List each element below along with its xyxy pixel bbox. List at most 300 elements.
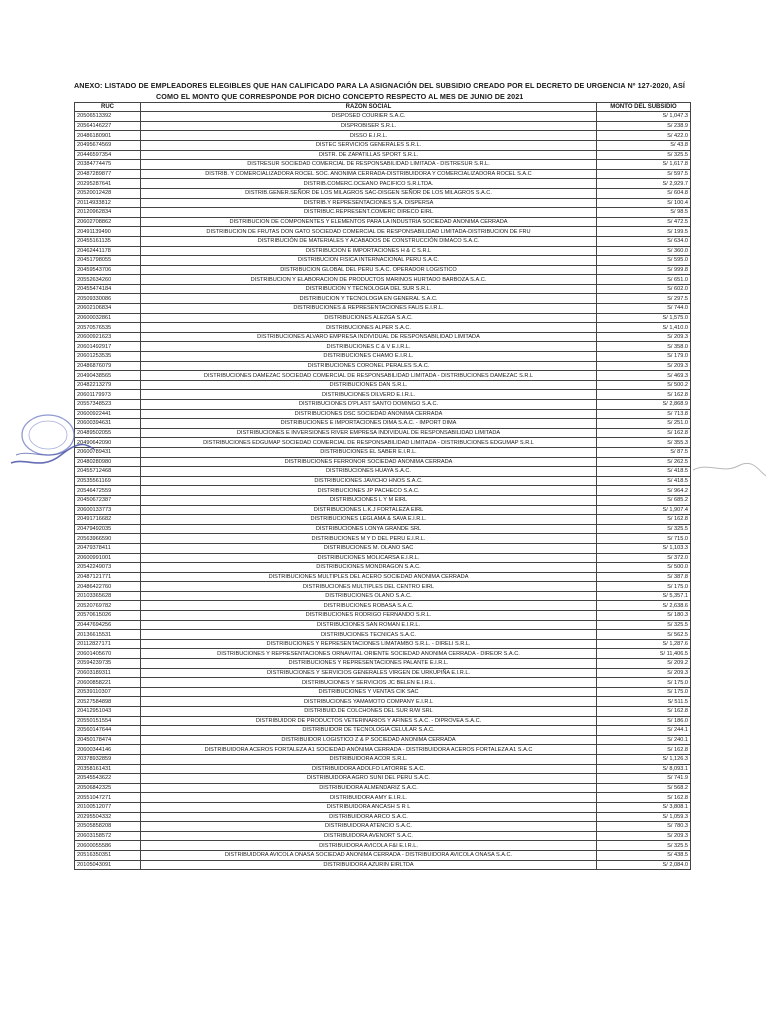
ruc-cell: 20563966590 <box>75 534 141 544</box>
ruc-cell: 20600055586 <box>75 841 141 851</box>
ruc-cell: 20455712468 <box>75 467 141 477</box>
monto-cell: S/ 100.4 <box>597 198 691 208</box>
ruc-cell: 20295287641 <box>75 179 141 189</box>
ruc-cell: 20600922441 <box>75 409 141 419</box>
table-row <box>75 735 691 745</box>
ruc-cell: 20603158572 <box>75 831 141 841</box>
razon-social-cell: DISTRIBUIDORA ACEROS FORTALEZA A1 SOCIEDAD ANÓNIMA CERRADA - DISTRIBUIDORA ACEROS FORTALEZA A1 S.A.C <box>141 745 597 755</box>
ruc-cell: 20594239735 <box>75 659 141 669</box>
razon-social-cell: DISTRIBUC.REPRESENT.COMERC DIRECO EIRL <box>141 208 597 218</box>
table-row <box>75 601 691 611</box>
table-row <box>75 294 691 304</box>
monto-cell: S/ 98.5 <box>597 208 691 218</box>
table-row <box>75 850 691 860</box>
ruc-cell: 20516350351 <box>75 850 141 860</box>
table-row <box>75 447 691 457</box>
table-row <box>75 236 691 246</box>
ruc-cell: 20489502055 <box>75 428 141 438</box>
razon-social-cell: DISTRIBUIDORA ALMENDARIZ S.A.C. <box>141 783 597 793</box>
razon-social-cell: DISTRIBUCIONES & REPRESENTACIONES FALIS E.I.R.L. <box>141 304 597 314</box>
razon-social-cell: DISTRIBUCIONES MULTIPLES DEL CENTRO EIRL <box>141 582 597 592</box>
monto-cell: S/ 685.2 <box>597 495 691 505</box>
table-row <box>75 246 691 256</box>
table-row <box>75 217 691 227</box>
table-row <box>75 668 691 678</box>
razon-social-cell: DISTRIBUIDORA AVENORT S.A.C. <box>141 831 597 841</box>
ruc-cell: 20506513392 <box>75 112 141 122</box>
monto-cell: S/ 741.9 <box>597 774 691 784</box>
razon-social-cell: DISTRIBUCIONES TECNICAS S.A.C. <box>141 630 597 640</box>
ruc-cell: 20486180901 <box>75 131 141 141</box>
ruc-cell: 20600921623 <box>75 332 141 342</box>
table-row <box>75 678 691 688</box>
official-stamp-icon <box>6 405 96 475</box>
table-row <box>75 467 691 477</box>
ruc-cell: 20479378411 <box>75 543 141 553</box>
razon-social-cell: DISTRIBUCION Y TECNOLOGIA EN GENERAL S.A.C. <box>141 294 597 304</box>
monto-cell: S/ 1,287.6 <box>597 639 691 649</box>
table-row <box>75 150 691 160</box>
razon-social-cell: DISTRIBUCIONES JP PACHECO S.A.C. <box>141 486 597 496</box>
monto-cell: S/ 238.9 <box>597 121 691 131</box>
monto-cell: S/ 469.3 <box>597 371 691 381</box>
monto-cell: S/ 297.5 <box>597 294 691 304</box>
monto-cell: S/ 472.5 <box>597 217 691 227</box>
ruc-cell: 20600789431 <box>75 447 141 457</box>
monto-cell: S/ 162.8 <box>597 515 691 525</box>
razon-social-cell: DISTRIBUCIONES MONDRAGON S.A.C. <box>141 563 597 573</box>
razon-social-cell: DISTRIBUCIONES SAN ROMAN E.I.R.L. <box>141 620 597 630</box>
ruc-cell: 20600344146 <box>75 745 141 755</box>
razon-social-cell: DISTRIBUCIONES FERRONOR SOCIEDAD ANONIMA CERRADA <box>141 457 597 467</box>
monto-cell: S/ 209.3 <box>597 831 691 841</box>
monto-cell: S/ 325.5 <box>597 524 691 534</box>
monto-cell: S/ 8,093.1 <box>597 764 691 774</box>
ruc-cell: 20560147644 <box>75 726 141 736</box>
header-razon-social: RAZÓN SOCIAL <box>141 103 597 112</box>
razon-social-cell: DISTRIBUCIONES MULTIPLES DEL ACERO SOCIEDAD ANONIMA CERRADA <box>141 572 597 582</box>
monto-cell: S/ 602.0 <box>597 284 691 294</box>
razon-social-cell: DISTRIBUIDORA AGRO SUNI DEL PERU S.A.C. <box>141 774 597 784</box>
razon-social-cell: DISTRIBUCIONES MOLICARSA E.I.R.L. <box>141 553 597 563</box>
table-row <box>75 659 691 669</box>
table-row <box>75 265 691 275</box>
table-row <box>75 208 691 218</box>
ruc-cell: 20479492035 <box>75 524 141 534</box>
razon-social-cell: DISTRIBUCIONES RODRIGO FERNANDO S.R.L. <box>141 611 597 621</box>
monto-cell: S/ 744.0 <box>597 304 691 314</box>
monto-cell: S/ 422.0 <box>597 131 691 141</box>
table-row <box>75 716 691 726</box>
subsidy-table <box>74 102 691 870</box>
ruc-cell: 20539110307 <box>75 687 141 697</box>
table-row <box>75 179 691 189</box>
razon-social-cell: DISTRIBUCIONES DSC SOCIEDAD ANONIMA CERRADA <box>141 409 597 419</box>
ruc-cell: 20490438565 <box>75 371 141 381</box>
razon-social-cell: DISTRIBUCIÓN DE MATERIALES Y ACABADOS DE CONSTRUCCIÓN DIMACO S.A.C. <box>141 236 597 246</box>
razon-social-cell: DISTRIBUIDORA ANCASH S R L <box>141 802 597 812</box>
table-row <box>75 831 691 841</box>
table-row <box>75 774 691 784</box>
monto-cell: S/ 715.0 <box>597 534 691 544</box>
razon-social-cell: DISTRIBUCIONES L Y M EIRL <box>141 495 597 505</box>
monto-cell: S/ 162.8 <box>597 390 691 400</box>
table-row <box>75 419 691 429</box>
monto-cell: S/ 500.0 <box>597 563 691 573</box>
razon-social-cell: DISTRIBUCIONES ALVARO EMPRESA INDIVIDUAL DE RESPONSABILIDAD LIMITADA <box>141 332 597 342</box>
ruc-cell: 20491139490 <box>75 227 141 237</box>
ruc-cell: 20450178474 <box>75 735 141 745</box>
ruc-cell: 20486876079 <box>75 361 141 371</box>
ruc-cell: 20570615026 <box>75 611 141 621</box>
razon-social-cell: DISTRIBUCIONES Y REPRESENTACIONES ORNAVITAL ORIENTE SOCIEDAD ANONIMA CERRADA - DIREOR S.A.C. <box>141 649 597 659</box>
ruc-cell: 20564146227 <box>75 121 141 131</box>
table-row <box>75 534 691 544</box>
table-row <box>75 112 691 122</box>
table-row <box>75 745 691 755</box>
ruc-cell: 20550151554 <box>75 716 141 726</box>
razon-social-cell: DISTRIBUCIONES DAMEZAC SOCIEDAD COMERCIAL DE RESPONSABILIDAD LIMITADA - DISTRIBUCIONES DAMEZAC S.R.L <box>141 371 597 381</box>
ruc-cell: 20552634260 <box>75 275 141 285</box>
monto-cell: S/ 387.8 <box>597 572 691 582</box>
table-row <box>75 428 691 438</box>
monto-cell: S/ 240.1 <box>597 735 691 745</box>
razon-social-cell: DISTRIBUCIONES Y REPRESENTACIONES PALANTE E.I.R.L. <box>141 659 597 669</box>
table-row <box>75 361 691 371</box>
monto-cell: S/ 355.3 <box>597 438 691 448</box>
monto-cell: S/ 3,808.1 <box>597 802 691 812</box>
ruc-cell: 20480280980 <box>75 457 141 467</box>
header-monto: MONTO DEL SUBSIDIO <box>597 103 691 112</box>
monto-cell: S/ 780.3 <box>597 822 691 832</box>
monto-cell: S/ 186.0 <box>597 716 691 726</box>
ruc-cell: 20557348523 <box>75 400 141 410</box>
monto-cell: S/ 87.5 <box>597 447 691 457</box>
razon-social-cell: DISTRIBUCIONES Y VENTAS CIK SAC <box>141 687 597 697</box>
ruc-cell: 20447694256 <box>75 620 141 630</box>
monto-cell: S/ 162.8 <box>597 793 691 803</box>
razon-social-cell: DISTRIBUCIONES DILVERD E.I.R.L. <box>141 390 597 400</box>
monto-cell: S/ 358.0 <box>597 342 691 352</box>
monto-cell: S/ 5,357.1 <box>597 591 691 601</box>
table-row <box>75 841 691 851</box>
razon-social-cell: DISTRIBUCIONES D'PLAST SANTO DOMINGO S.A.C. <box>141 400 597 410</box>
ruc-cell: 20509330086 <box>75 294 141 304</box>
ruc-cell: 20601253535 <box>75 352 141 362</box>
ruc-cell: 20462441178 <box>75 246 141 256</box>
razon-social-cell: DISTRIBUCION DE FRUTAS DON GATO SOCIEDAD COMERCIAL DE RESPONSABILIDAD LIMITADA-DISTRIBUCION DE FRU <box>141 227 597 237</box>
monto-cell: S/ 372.0 <box>597 553 691 563</box>
monto-cell: S/ 1,126.3 <box>597 754 691 764</box>
monto-cell: S/ 1,047.3 <box>597 112 691 122</box>
monto-cell: S/ 597.5 <box>597 169 691 179</box>
ruc-cell: 20570576535 <box>75 323 141 333</box>
monto-cell: S/ 209.3 <box>597 668 691 678</box>
table-row <box>75 160 691 170</box>
table-row <box>75 505 691 515</box>
monto-cell: S/ 162.8 <box>597 428 691 438</box>
razon-social-cell: DISTRIBUIDORA ARCO S.A.C. <box>141 812 597 822</box>
razon-social-cell: DISTRIBUCIONES CHAMO E.I.R.L. <box>141 352 597 362</box>
razon-social-cell: DISTRIBUIDORA AZURIN EIRLTDA <box>141 860 597 870</box>
monto-cell: S/ 209.3 <box>597 361 691 371</box>
table-row <box>75 457 691 467</box>
table-body <box>75 112 691 870</box>
ruc-cell: 20384774475 <box>75 160 141 170</box>
ruc-cell: 20451798055 <box>75 256 141 266</box>
table-row <box>75 687 691 697</box>
ruc-cell: 20487121771 <box>75 572 141 582</box>
ruc-cell: 20542249073 <box>75 563 141 573</box>
monto-cell: S/ 562.5 <box>597 630 691 640</box>
ruc-cell: 20455474184 <box>75 284 141 294</box>
table-row <box>75 754 691 764</box>
table-header-row <box>75 103 691 112</box>
ruc-cell: 20136615531 <box>75 630 141 640</box>
razon-social-cell: DISTRIBUIDOR LOGISTICO Z & P SOCIEDAD ANONIMA CERRADA <box>141 735 597 745</box>
ruc-cell: 20600133773 <box>75 505 141 515</box>
monto-cell: S/ 2,868.9 <box>597 400 691 410</box>
ruc-cell: 20602708862 <box>75 217 141 227</box>
monto-cell: S/ 162.8 <box>597 745 691 755</box>
table-row <box>75 649 691 659</box>
razon-social-cell: DISTRIBUIDORA ATENCIO S.A.C. <box>141 822 597 832</box>
monto-cell: S/ 179.0 <box>597 352 691 362</box>
razon-social-cell: DISTRIBUCIONES DAN S.R.L. <box>141 380 597 390</box>
ruc-cell: 20601405670 <box>75 649 141 659</box>
header-ruc: RUC <box>75 103 141 112</box>
ruc-cell: 20600032861 <box>75 313 141 323</box>
razon-social-cell: DISTRIBUCIONES Y REPRESENTACIONES LIMATAMBO S.R.L. - DIRELI S.R.L. <box>141 639 597 649</box>
table-row <box>75 476 691 486</box>
monto-cell: S/ 595.0 <box>597 256 691 266</box>
ruc-cell: 20482213279 <box>75 380 141 390</box>
monto-cell: S/ 1,617.8 <box>597 160 691 170</box>
monto-cell: S/ 325.5 <box>597 620 691 630</box>
table-row <box>75 812 691 822</box>
monto-cell: S/ 568.2 <box>597 783 691 793</box>
razon-social-cell: DISTRIB.COMERC.OCEANO PACIFICO S.R.LTDA. <box>141 179 597 189</box>
table-row <box>75 591 691 601</box>
table-row <box>75 707 691 717</box>
razon-social-cell: DISPROBISER S.R.L. <box>141 121 597 131</box>
razon-social-cell: DISTRIBUIDORA ADOLFO LATORRE S.A.C. <box>141 764 597 774</box>
monto-cell: S/ 209.3 <box>597 332 691 342</box>
monto-cell: S/ 604.8 <box>597 188 691 198</box>
table-row <box>75 639 691 649</box>
document-title <box>74 80 694 102</box>
monto-cell: S/ 244.1 <box>597 726 691 736</box>
razon-social-cell: DISTRIBUCION Y TECNOLOGIA DEL SUR S.R.L. <box>141 284 597 294</box>
monto-cell: S/ 43.8 <box>597 140 691 150</box>
monto-cell: S/ 438.5 <box>597 850 691 860</box>
signature-mark-icon <box>688 450 768 490</box>
razon-social-cell: DISPOSED COURIER S.A.C. <box>141 112 597 122</box>
razon-social-cell: DISTRIBUCIONES Y SERVICIOS JC BELEN E.I.R.L. <box>141 678 597 688</box>
table-row <box>75 793 691 803</box>
ruc-cell: 20120962834 <box>75 208 141 218</box>
monto-cell: S/ 713.8 <box>597 409 691 419</box>
ruc-cell: 20535561169 <box>75 476 141 486</box>
table-row <box>75 563 691 573</box>
ruc-cell: 20455161135 <box>75 236 141 246</box>
ruc-cell: 20114933812 <box>75 198 141 208</box>
razon-social-cell: DISTRIBUCIONES OLANO S.A.C. <box>141 591 597 601</box>
table-row <box>75 227 691 237</box>
monto-cell: S/ 1,103.3 <box>597 543 691 553</box>
title-line-1: ANEXO: LISTADO DE EMPLEADORES ELEGIBLES QUE HAN CALIFICADO PARA LA ASIGNACIÓN DEL SUBSIDIO CREADO POR EL DECRETO DE URGENCIA Nº 127-2020, ASÍ <box>74 81 685 90</box>
table-row <box>75 515 691 525</box>
razon-social-cell: DISTRIBUCION E IMPORTACIONES H & C S.R.L <box>141 246 597 256</box>
razon-social-cell: DISTRIBUCIONES ALPER S.A.C. <box>141 323 597 333</box>
monto-cell: S/ 999.8 <box>597 265 691 275</box>
ruc-cell: 20527584898 <box>75 697 141 707</box>
razon-social-cell: DISTRIBUIDORA AVICOLA F&I E.I.R.L. <box>141 841 597 851</box>
monto-cell: S/ 251.0 <box>597 419 691 429</box>
ruc-cell: 20601179973 <box>75 390 141 400</box>
ruc-cell: 20545543622 <box>75 774 141 784</box>
ruc-cell: 20506842325 <box>75 783 141 793</box>
table-row <box>75 611 691 621</box>
ruc-cell: 20100512077 <box>75 802 141 812</box>
razon-social-cell: DISTEC SERVICIOS GENERALES S.R.L. <box>141 140 597 150</box>
ruc-cell: 20520769782 <box>75 601 141 611</box>
ruc-cell: 20105043091 <box>75 860 141 870</box>
ruc-cell: 20600991001 <box>75 553 141 563</box>
razon-social-cell: DISTRIBUCIONES CORONEL PERALES S.A.C. <box>141 361 597 371</box>
table-row <box>75 275 691 285</box>
ruc-cell: 20103365628 <box>75 591 141 601</box>
ruc-cell: 20490642090 <box>75 438 141 448</box>
razon-social-cell: DISTRIBUCION DE COMPONENTES Y ELEMENTOS PARA LA INDUSTRIA SOCIEDAD ANONIMA CERRADA <box>141 217 597 227</box>
ruc-cell: 20112827171 <box>75 639 141 649</box>
table-row <box>75 323 691 333</box>
monto-cell: S/ 651.0 <box>597 275 691 285</box>
razon-social-cell: DISTRIBUCIONES Y SERVICIOS GENERALES VIRGEN DE URKUPIÑA E.I.R.L. <box>141 668 597 678</box>
monto-cell: S/ 175.0 <box>597 687 691 697</box>
table-row <box>75 380 691 390</box>
ruc-cell: 20412951043 <box>75 707 141 717</box>
table-row <box>75 121 691 131</box>
table-row <box>75 304 691 314</box>
razon-social-cell: DISTRIBUIDOR DE PRODUCTOS VETERINARIOS Y AFINES S.A.C. - DIPROVEA S.A.C. <box>141 716 597 726</box>
razon-social-cell: DISTRIBUCIONES M Y D DEL PERU E.I.R.L. <box>141 534 597 544</box>
ruc-cell: 20495674569 <box>75 140 141 150</box>
monto-cell: S/ 2,638.6 <box>597 601 691 611</box>
monto-cell: S/ 1,575.0 <box>597 313 691 323</box>
razon-social-cell: DISTRIBUCIONES LONYA GRANDE SRL <box>141 524 597 534</box>
monto-cell: S/ 175.0 <box>597 678 691 688</box>
razon-social-cell: DISTRIBUCIONES ROBASA S.A.C. <box>141 601 597 611</box>
table-row <box>75 352 691 362</box>
table-row <box>75 140 691 150</box>
monto-cell: S/ 262.5 <box>597 457 691 467</box>
table-row <box>75 256 691 266</box>
table-row <box>75 860 691 870</box>
monto-cell: S/ 1,410.0 <box>597 323 691 333</box>
monto-cell: S/ 175.0 <box>597 582 691 592</box>
razon-social-cell: DISTRIB.GENER.SEÑOR DE LOS MILAGROS SAC-DISGEN SEÑOR DE LOS MILAGROS S.A.C. <box>141 188 597 198</box>
table-row <box>75 524 691 534</box>
ruc-cell: 20600394631 <box>75 419 141 429</box>
razon-social-cell: DISTRIBUID.DE COLCHONES DEL SUR R/W SRL <box>141 707 597 717</box>
table-row <box>75 553 691 563</box>
table-row <box>75 131 691 141</box>
ruc-cell: 20602106834 <box>75 304 141 314</box>
razon-social-cell: DISTRIBUCIONES EDGUMAP SOCIEDAD COMERCIAL DE RESPONSABILIDAD LIMITADA - DISTRIBUCIONES EDGUMAP S.R.L <box>141 438 597 448</box>
table-row <box>75 543 691 553</box>
razon-social-cell: DISTRIBUCIONES LEGLAMA & SAVA E.I.R.L. <box>141 515 597 525</box>
razon-social-cell: DISTRIBUCIONES M. OLANO SAC <box>141 543 597 553</box>
ruc-cell: 20520012428 <box>75 188 141 198</box>
ruc-cell: 20446597354 <box>75 150 141 160</box>
ruc-cell: 20378932859 <box>75 754 141 764</box>
monto-cell: S/ 209.2 <box>597 659 691 669</box>
monto-cell: S/ 2,929.7 <box>597 179 691 189</box>
razon-social-cell: DISTRIBUIDORA AVICOLA ONASA SOCIEDAD ANONIMA CERRADA - DISTRIBUIDORA AVICOLA ONASA S.A.C. <box>141 850 597 860</box>
monto-cell: S/ 634.0 <box>597 236 691 246</box>
monto-cell: S/ 325.5 <box>597 150 691 160</box>
monto-cell: S/ 964.2 <box>597 486 691 496</box>
razon-social-cell: DISTRIBUCIONES EL SABER E.I.R.L. <box>141 447 597 457</box>
ruc-cell: 20295504332 <box>75 812 141 822</box>
table-row <box>75 371 691 381</box>
table-row <box>75 438 691 448</box>
ruc-cell: 20546472559 <box>75 486 141 496</box>
monto-cell: S/ 180.3 <box>597 611 691 621</box>
razon-social-cell: DISTRIBUCIONES JAVICHO HNOS S.A.C. <box>141 476 597 486</box>
table-row <box>75 726 691 736</box>
razon-social-cell: DISTRIB. Y COMERCIALIZADORA ROCEL SOC. ANONIMA CERRADA-DISTRIBUIDORA Y COMERCIALIZADORA ROCEL S.A.C <box>141 169 597 179</box>
razon-social-cell: DISTRIB.Y REPRESENTACIONES S.A. DISPERSA <box>141 198 597 208</box>
monto-cell: S/ 325.5 <box>597 841 691 851</box>
table-row <box>75 198 691 208</box>
ruc-cell: 20601492917 <box>75 342 141 352</box>
ruc-cell: 20450672387 <box>75 495 141 505</box>
table-row <box>75 620 691 630</box>
razon-social-cell: DISTRIBUCIONES HUAYA S.A.C. <box>141 467 597 477</box>
ruc-cell: 20486422760 <box>75 582 141 592</box>
razon-social-cell: DISTRIBUCION GLOBAL DEL PERU S.A.C. OPERADOR LOGISTICO <box>141 265 597 275</box>
table-row <box>75 332 691 342</box>
razon-social-cell: DISTRESUR SOCIEDAD COMERCIAL DE RESPONSABILIDAD LIMITADA - DISTRESUR S.R.L. <box>141 160 597 170</box>
table-row <box>75 783 691 793</box>
monto-cell: S/ 1,907.4 <box>597 505 691 515</box>
table-row <box>75 188 691 198</box>
table-row <box>75 495 691 505</box>
monto-cell: S/ 199.5 <box>597 227 691 237</box>
ruc-cell: 20491716682 <box>75 515 141 525</box>
ruc-cell: 20551047271 <box>75 793 141 803</box>
table-row <box>75 802 691 812</box>
monto-cell: S/ 360.0 <box>597 246 691 256</box>
table-row <box>75 822 691 832</box>
table-row <box>75 169 691 179</box>
table-row <box>75 582 691 592</box>
monto-cell: S/ 418.5 <box>597 467 691 477</box>
razon-social-cell: DISTRIBUCIONES ALEZGA S.A.C. <box>141 313 597 323</box>
monto-cell: S/ 1,059.3 <box>597 812 691 822</box>
table-row <box>75 697 691 707</box>
razon-social-cell: DISTRIBUCIONES E IMPORTACIONES DIMA S.A.C. - IMPORT DIMA <box>141 419 597 429</box>
monto-cell: S/ 2,084.0 <box>597 860 691 870</box>
ruc-cell: 20505858208 <box>75 822 141 832</box>
table-row <box>75 409 691 419</box>
razon-social-cell: DISSO E.I.R.L. <box>141 131 597 141</box>
monto-cell: S/ 511.5 <box>597 697 691 707</box>
razon-social-cell: DISTRIBUCIONES E INVERSIONES RIVER EMPRESA INDIVIDUAL DE RESPONSABILIDAD LIMITADA <box>141 428 597 438</box>
monto-cell: S/ 500.2 <box>597 380 691 390</box>
